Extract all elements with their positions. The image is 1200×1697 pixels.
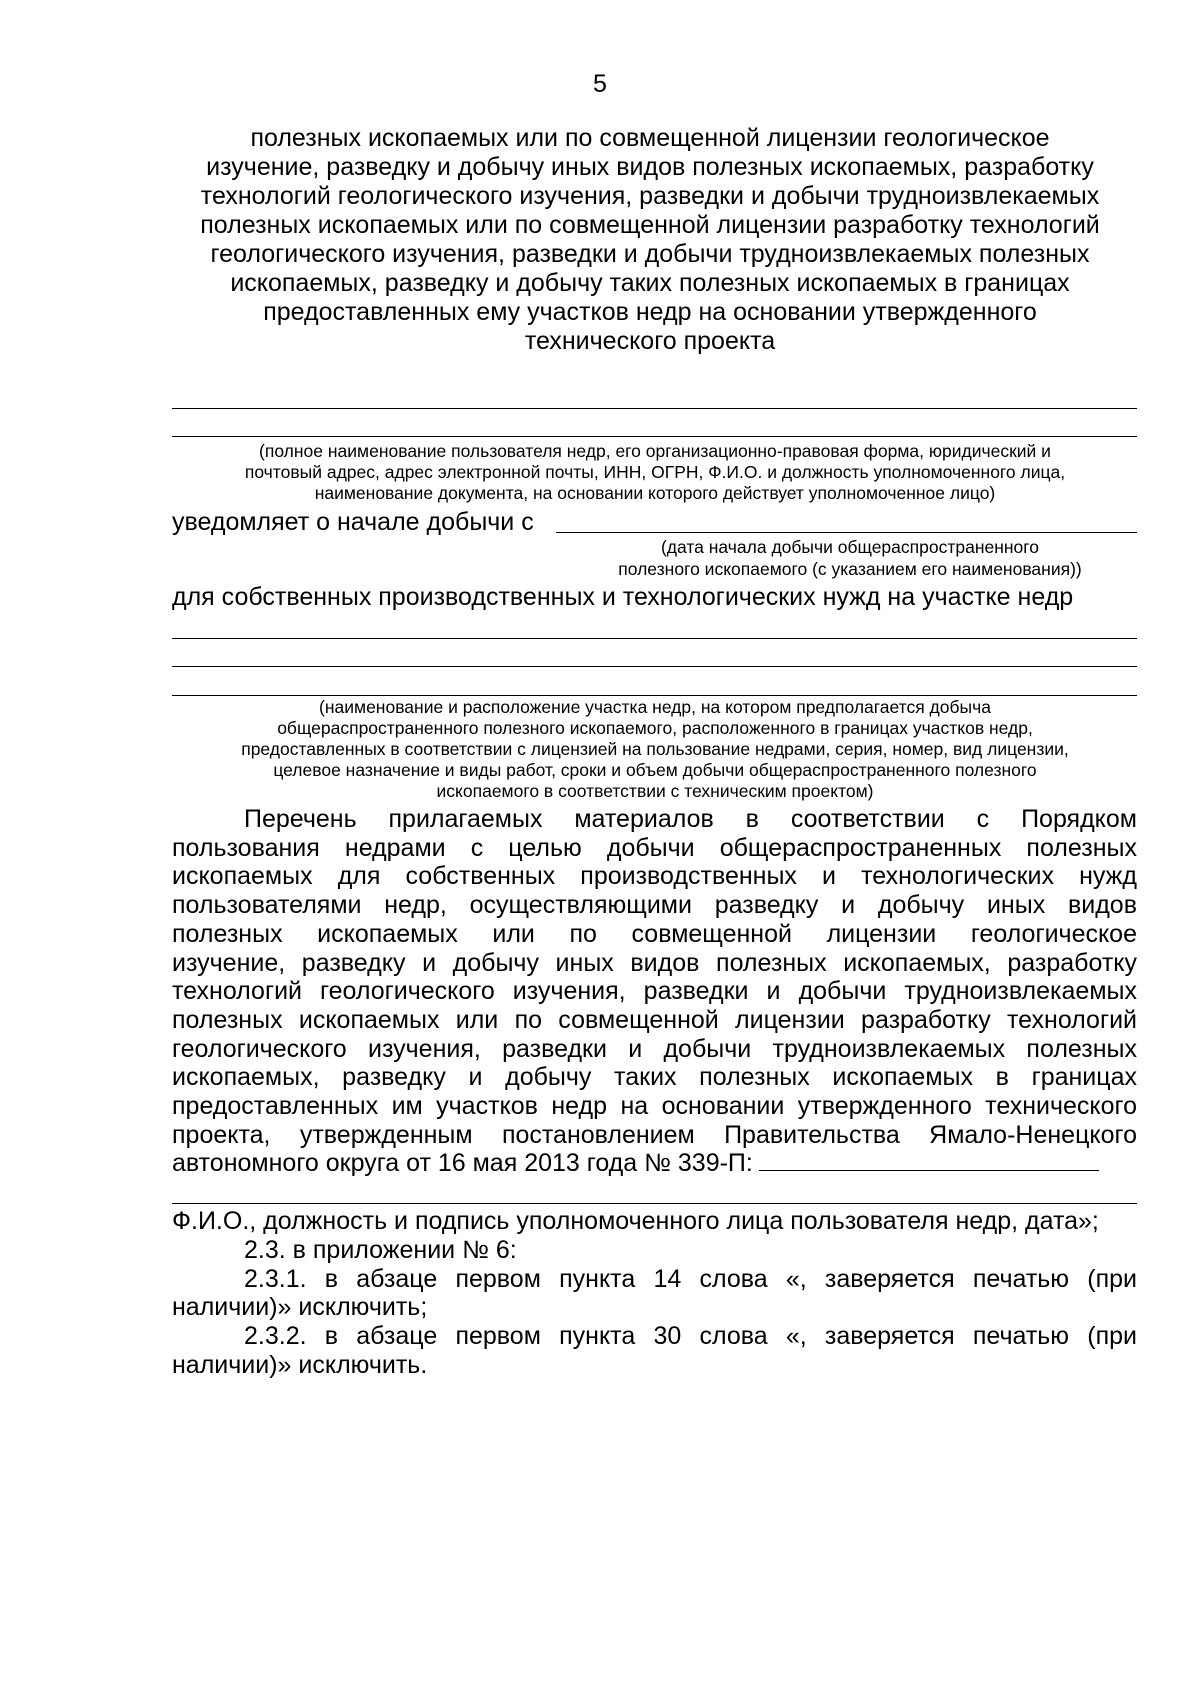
amendment-item: 2.3.1. в абзаце первом пункта 14 слова «, заверяется печатью (при — [244, 1264, 1137, 1293]
paragraph-line: Перечень прилагаемых материалов в соответствии с Порядком — [244, 805, 1137, 833]
caption-line: почтовый адрес, адрес электронной почты, ИНН, ОГРН, Ф.И.О. и должность уполномоченного лица, — [244, 462, 1066, 482]
start-date-blank-line — [556, 532, 1137, 533]
title-line: технологий геологического изучения, разведки и добычи трудноизвлекаемых — [200, 182, 1100, 210]
caption-line: предоставленных в соответствии с лицензией на пользование недрами, серия, номер, вид лицензии, — [241, 739, 1069, 759]
title-line: полезных ископаемых или по совмещенной лицензии разработку технологий — [200, 211, 1100, 239]
title-line: полезных ископаемых или по совмещенной лицензии геологическое — [250, 124, 1050, 152]
site-blank-line — [172, 638, 1137, 639]
paragraph-line: пользователями недр, осуществляющими разведку и добычу иных видов — [172, 891, 1137, 920]
signature-caption: Ф.И.О., должность и подпись уполномоченного лица пользователя недр, дата»; — [172, 1207, 1099, 1235]
caption-line: (полное наименование пользователя недр, его организационно-правовая форма, юридический и — [259, 441, 1051, 461]
user-name-blank-line — [172, 408, 1137, 409]
materials-blank-line — [759, 1150, 1099, 1171]
title-line: предоставленных ему участков недр на основании утвержденного — [263, 298, 1037, 326]
paragraph-line: ископаемых, разведку и добычу таких полезных ископаемых в границах — [172, 1063, 1137, 1092]
site-blank-line — [172, 695, 1137, 696]
title-line: ископаемых, разведку и добычу таких полезных ископаемых в границах — [230, 269, 1070, 297]
paragraph-line: технологий геологического изучения, разведки и добычи трудноизвлекаемых — [172, 977, 1137, 1006]
paragraph-line — [172, 1149, 1137, 1178]
amendment-item: 2.3. в приложении № 6: — [244, 1236, 517, 1264]
caption-line: полезного ископаемого (с указанием его наименования)) — [618, 559, 1082, 579]
caption-line: наименование документа, на основании которого действует уполномоченное лицо) — [314, 483, 996, 503]
paragraph-line: геологического изучения, разведки и добычи трудноизвлекаемых полезных — [172, 1034, 1137, 1063]
caption-line: (наименование и расположение участка недр, на котором предполагается добыча — [319, 697, 991, 717]
caption-line: ископаемого в соответствии с техническим проектом) — [436, 781, 874, 801]
start-date-caption — [560, 536, 1140, 580]
notify-start-text: уведомляет о начале добычи с — [172, 508, 534, 536]
paragraph-line-text: автономного округа от 16 мая 2013 года № 339-П: — [172, 1149, 753, 1178]
caption-line: целевое назначение и виды работ, сроки и объем добычи общераспространенного полезного — [273, 760, 1037, 780]
materials-paragraph — [172, 805, 1137, 1178]
caption-line: общераспространенного полезного ископаемого, расположенного в границах участков недр, — [277, 718, 1033, 738]
site-caption — [160, 697, 1150, 802]
title-line: изучение, разведку и добычу иных видов полезных ископаемых, разработку — [206, 153, 1094, 181]
paragraph-line: проекта, утвержденным постановлением Правительства Ямало-Ненецкого — [172, 1120, 1137, 1149]
paragraph-line: предоставленных им участков недр на основании утвержденного технического — [172, 1092, 1137, 1121]
paragraph-line: пользования недрами с целью добычи общераспространенных полезных — [172, 833, 1137, 862]
purpose-text: для собственных производственных и технологических нужд на участке недр — [172, 583, 1074, 611]
page-number: 5 — [593, 70, 607, 98]
site-blank-line — [172, 666, 1137, 667]
user-name-blank-line — [172, 436, 1137, 437]
form-title — [160, 124, 1140, 356]
paragraph-line: полезных ископаемых или по совмещенной лицензии геологическое — [172, 919, 1137, 948]
amendment-item-continuation: наличии)» исключить. — [172, 1350, 428, 1379]
title-line: технического проекта — [524, 327, 776, 355]
amendment-item-continuation: наличии)» исключить; — [172, 1293, 428, 1322]
caption-line: (дата начала добычи общераспространенного — [660, 537, 1040, 557]
title-line: геологического изучения, разведки и добычи трудноизвлекаемых полезных — [210, 240, 1090, 268]
amendments-block — [172, 1236, 1137, 1380]
paragraph-line: изучение, разведку и добычу иных видов полезных ископаемых, разработку — [172, 948, 1137, 977]
paragraph-line: ископаемых для собственных производственных и технологических нужд — [172, 862, 1137, 891]
user-name-caption — [160, 441, 1150, 504]
amendment-item: 2.3.2. в абзаце первом пункта 30 слова «, заверяется печатью (при — [244, 1322, 1137, 1351]
signature-blank-line — [172, 1203, 1137, 1204]
paragraph-line: полезных ископаемых или по совмещенной лицензии разработку технологий — [172, 1005, 1137, 1034]
